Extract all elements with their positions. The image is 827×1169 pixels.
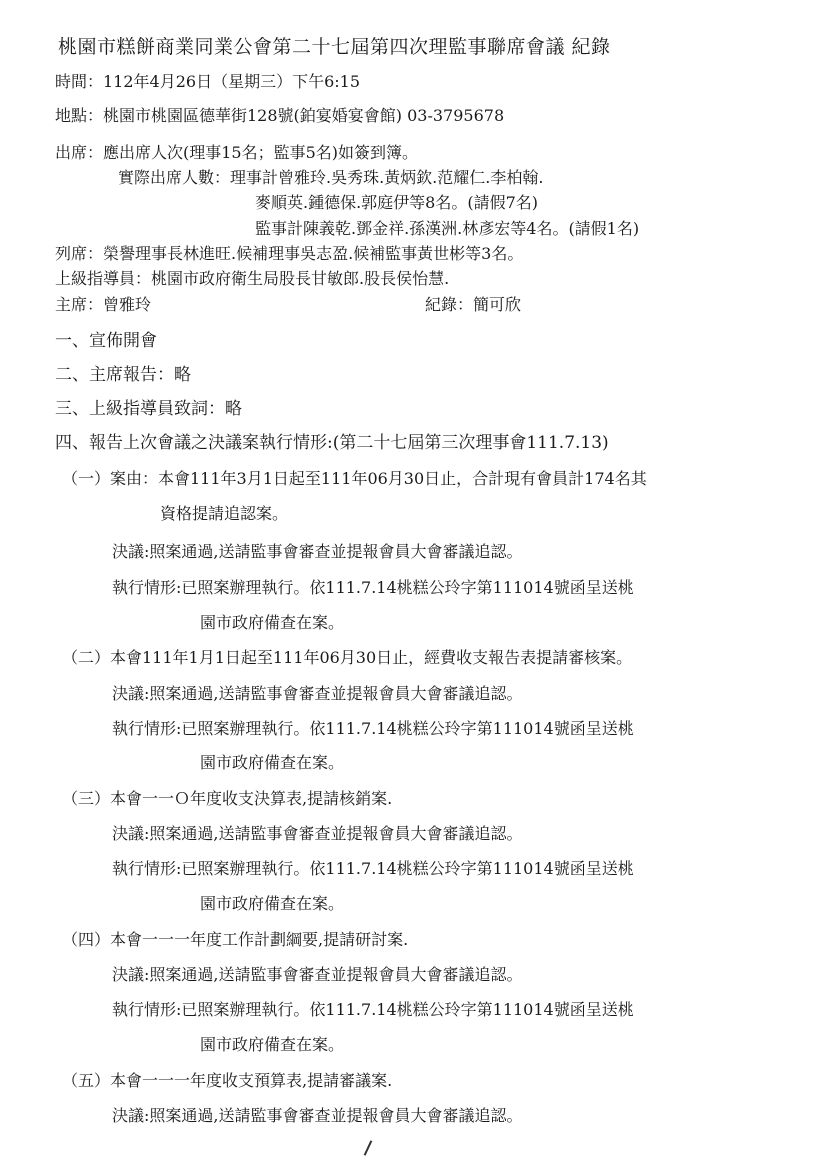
item-1-execution-cont: 園市政府備查在案。: [200, 613, 345, 632]
meeting-place: 地點：桃園市桃園區德華街128號(鉑宴婚宴會館) 03-3795678: [55, 106, 505, 125]
item-4-execution: 執行情形:已照案辦理執行。依111.7.14桃糕公玲字第111014號函呈送桃: [112, 1000, 634, 1019]
section-3-heading: 三、上級指導員致詞：略: [55, 399, 242, 419]
section-2-heading: 二、主席報告：略: [55, 365, 191, 385]
item-3-execution-cont: 園市政府備查在案。: [200, 894, 345, 913]
chairperson: 主席：曾雅玲: [55, 295, 152, 314]
page-number-mark: [364, 1140, 373, 1155]
item-4-subject: （四）本會一一一年度工作計劃綱要,提請研討案.: [62, 930, 409, 949]
item-3-subject: （三）本會一一Ｏ年度收支決算表,提請核銷案.: [62, 789, 393, 808]
item-5-subject: （五）本會一一一年度收支預算表,提請審議案.: [62, 1071, 393, 1090]
recorder: 紀錄：簡可欣: [425, 295, 522, 314]
section-1-heading: 一、宣佈開會: [55, 331, 157, 351]
item-4-resolution: 決議:照案通過,送請監事會審查並提報會員大會審議追認。: [112, 965, 523, 984]
item-3-execution: 執行情形:已照案辦理執行。依111.7.14桃糕公玲字第111014號函呈送桃: [112, 859, 634, 878]
item-2-execution: 執行情形:已照案辦理執行。依111.7.14桃糕公玲字第111014號函呈送桃: [112, 719, 634, 738]
meeting-time: 時間：112年4月26日（星期三）下午6:15: [55, 72, 361, 91]
item-1-subject-cont: 資格提請追認案。: [160, 504, 289, 523]
item-3-resolution: 決議:照案通過,送請監事會審查並提報會員大會審議追認。: [112, 824, 523, 843]
item-2-execution-cont: 園市政府備查在案。: [200, 753, 345, 772]
supervising-officials: 上級指導員：桃園市政府衛生局股長甘敏郎.股長侯怡慧.: [55, 269, 450, 288]
attendance-directors: 實際出席人數：理事計曾雅玲.吳秀珠.黃炳欽.范耀仁.李柏翰.: [118, 168, 544, 187]
document-title: 桃園市糕餅商業同業公會第二十七屆第四次理監事聯席會議 紀錄: [58, 36, 611, 58]
item-5-resolution: 決議:照案通過,送請監事會審查並提報會員大會審議追認。: [112, 1106, 523, 1125]
attendance-supervisors: 監事計陳義乾.鄧金祥.孫漢洲.林彥宏等4名。(請假1名): [255, 219, 640, 238]
item-1-execution: 執行情形:已照案辦理執行。依111.7.14桃糕公玲字第111014號函呈送桃: [112, 578, 634, 597]
section-4-heading: 四、報告上次會議之決議案執行情形:(第二十七屆第三次理事會111.7.13): [55, 433, 609, 453]
attendance-required: 出席：應出席人次(理事15名；監事5名)如簽到簿。: [55, 143, 419, 162]
item-2-resolution: 決議:照案通過,送請監事會審查並提報會員大會審議追認。: [112, 684, 523, 703]
attendance-directors-cont: 麥順英.鍾德保.郭庭伊等8名。(請假7名): [255, 193, 539, 212]
item-1-resolution: 決議:照案通過,送請監事會審查並提報會員大會審議追認。: [112, 542, 523, 561]
observers: 列席：榮譽理事長林進旺.候補理事吳志盈.候補監事黃世彬等3名。: [55, 244, 524, 263]
item-2-subject: （二）本會111年1月1日起至111年06月30日止，經費收支報告表提請審核案。: [62, 648, 633, 667]
item-1-subject: （一）案由：本會111年3月1日起至111年06月30日止，合計現有會員計174名其: [62, 469, 647, 488]
item-4-execution-cont: 園市政府備查在案。: [200, 1035, 345, 1054]
